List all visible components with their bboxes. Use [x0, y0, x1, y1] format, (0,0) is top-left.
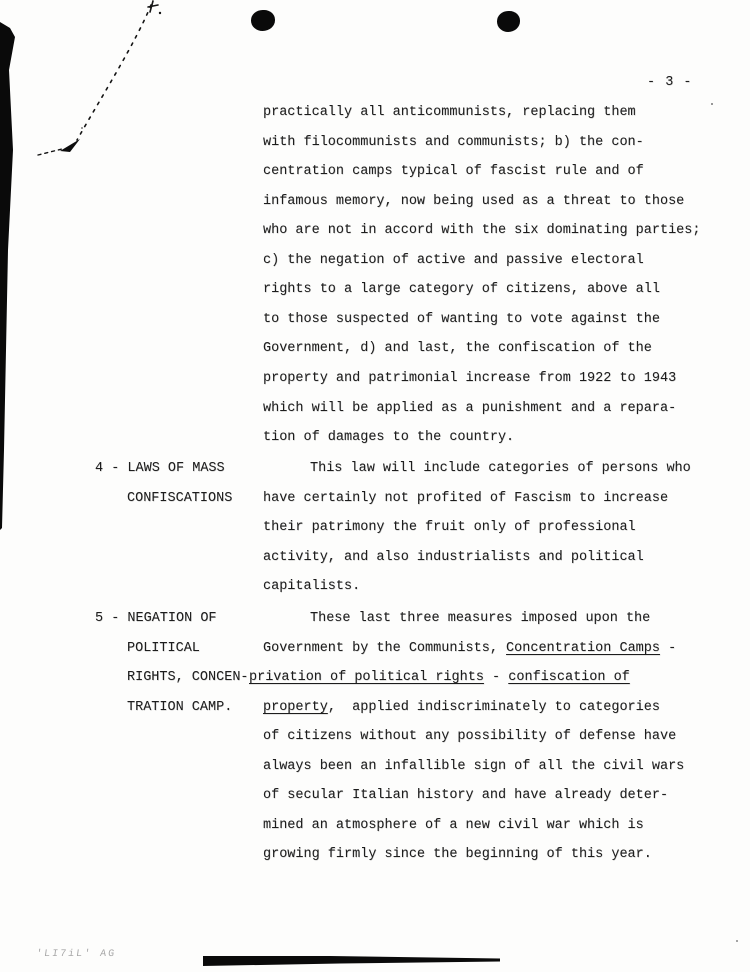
section-label-line: TRATION CAMP. — [127, 699, 233, 715]
text-line — [263, 700, 660, 716]
scan-speck — [711, 103, 713, 105]
text-line: of secular Italian history and have already deter- — [263, 788, 669, 804]
section-label-line: CONFISCATIONS — [127, 490, 233, 506]
underlined-phrase: Concentration Camps — [506, 640, 660, 656]
text-segment: , applied indiscriminately to categories — [327, 699, 660, 715]
text-line: capitalists. — [263, 579, 361, 595]
underlined-phrase: property — [263, 699, 328, 715]
text-line: their patrimony the fruit only of professional — [263, 520, 636, 536]
text-line: who are not in accord with the six dominating parties; — [263, 223, 701, 239]
scan-speck — [736, 940, 738, 942]
text-segment: - — [483, 670, 509, 686]
text-segment: Government by the Communists, — [263, 640, 507, 656]
text-line: have certainly not profited of Fascism to increase — [263, 490, 669, 506]
pen-tick-icon — [148, 1, 158, 12]
text-line — [263, 641, 676, 657]
text-line: Government, d) and last, the confiscation of the — [263, 341, 652, 357]
text-line: always been an infallible sign of all the civil wars — [263, 758, 685, 774]
text-line: property and patrimonial increase from 1922 to 1943 — [263, 370, 677, 386]
footer-stamp: 'LI7iL' AG — [35, 949, 117, 960]
hole-punch-left-icon — [251, 10, 275, 31]
text-line: c) the negation of active and passive electoral — [263, 252, 644, 268]
text-line: tion of damages to the country. — [263, 430, 515, 446]
section-label-line: 5 - NEGATION OF — [95, 611, 217, 626]
text-line: rights to a large category of citizens, above all — [263, 282, 660, 298]
section-label-line: POLITICAL — [127, 640, 200, 656]
underlined-phrase: confiscation of — [508, 670, 630, 686]
text-line: growing firmly since the beginning of this year. — [263, 847, 652, 863]
pen-arrow-icon — [38, 149, 62, 155]
hole-punch-right-icon — [497, 11, 520, 32]
bottom-redaction-bar — [203, 956, 500, 966]
text-line: activity, and also industrialists and political — [263, 549, 644, 565]
scan-speck — [81, 127, 83, 129]
text-line: This law will include categories of persons who — [310, 461, 691, 476]
underlined-phrase: privation of political rights — [249, 670, 484, 686]
pen-arrowhead-icon — [60, 139, 80, 152]
text-line: which will be applied as a punishment and a repara- — [263, 400, 677, 416]
text-segment: - — [659, 640, 677, 656]
text-line: with filocommunists and communists; b) the con- — [263, 134, 644, 150]
text-line — [249, 670, 630, 686]
page-number: - 3 - — [647, 75, 693, 90]
section-label-line: RIGHTS, CONCEN- — [127, 670, 249, 686]
text-line: mined an atmosphere of a new civil war which is — [263, 817, 644, 833]
pen-dot — [159, 12, 161, 14]
text-line: of citizens without any possibility of defense have — [263, 729, 677, 745]
text-line: These last three measures imposed upon the — [310, 611, 651, 626]
text-line: infamous memory, now being used as a threat to those — [263, 193, 685, 209]
text-line: practically all anticommunists, replacing them — [263, 105, 636, 120]
pen-scratch-icon — [77, 5, 151, 140]
text-line: centration camps typical of fascist rule and of — [263, 164, 644, 180]
section-label-line: 4 - LAWS OF MASS — [95, 461, 225, 476]
text-line: to those suspected of wanting to vote against the — [263, 311, 660, 327]
left-edge-smear — [0, 22, 15, 530]
